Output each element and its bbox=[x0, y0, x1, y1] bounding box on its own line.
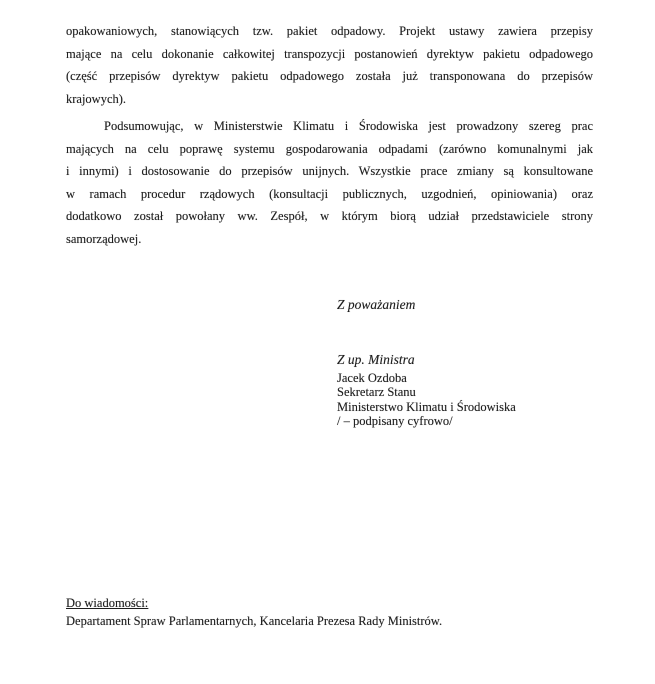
signature-authority: Z up. Ministra bbox=[337, 352, 415, 367]
body-line: mających na celu poprawę systemu gospodarowania odpadami (zarówno komunalnymi jak bbox=[66, 141, 593, 156]
signatory-title: Sekretarz Stanu bbox=[337, 385, 416, 399]
signature-block bbox=[337, 353, 516, 429]
body-line: (część przepisów dyrektyw pakietu odpadowego została już transponowana do przepisów bbox=[66, 69, 593, 83]
body-line: Podsumowując, w Ministerstwie Klimatu i Środowiska jest prowadzony szereg prac bbox=[104, 119, 593, 133]
closing-phrase: Z poważaniem bbox=[337, 297, 416, 312]
cc-section bbox=[66, 595, 442, 630]
letter-body bbox=[66, 20, 593, 250]
body-line: w ramach procedur rządowych (konsultacji publicznych, uzgodnień, opiniowania) oraz bbox=[66, 186, 593, 201]
signatory-name: Jacek Ozdoba bbox=[337, 370, 407, 385]
body-line: dodatkowo został powołany ww. Zespół, w którym biorą udział przedstawiciele strony bbox=[66, 209, 593, 223]
signatory-organization: Ministerstwo Klimatu i Środowiska bbox=[337, 399, 516, 414]
body-paragraph-2 bbox=[66, 115, 593, 250]
body-line: samorządowej. bbox=[66, 231, 142, 246]
body-line: i innymi) i dostosowanie do przepisów unijnych. Wszystkie prace zmiany są konsultowane bbox=[66, 164, 593, 178]
body-line: krajowych). bbox=[66, 91, 127, 106]
body-line: opakowaniowych, stanowiących tzw. pakiet odpadowy. Projekt ustawy zawiera przepisy bbox=[66, 24, 593, 38]
body-line: mające na celu dokonanie całkowitej transpozycji postanowień dyrektyw pakietu odpadowego bbox=[66, 46, 593, 61]
cc-label: Do wiadomości: bbox=[66, 596, 149, 610]
digital-signature-note: / – podpisany cyfrowo/ bbox=[337, 414, 453, 428]
body-paragraph-1 bbox=[66, 20, 593, 110]
cc-recipients: Departament Spraw Parlamentarnych, Kancelaria Prezesa Rady Ministrów. bbox=[66, 613, 443, 628]
